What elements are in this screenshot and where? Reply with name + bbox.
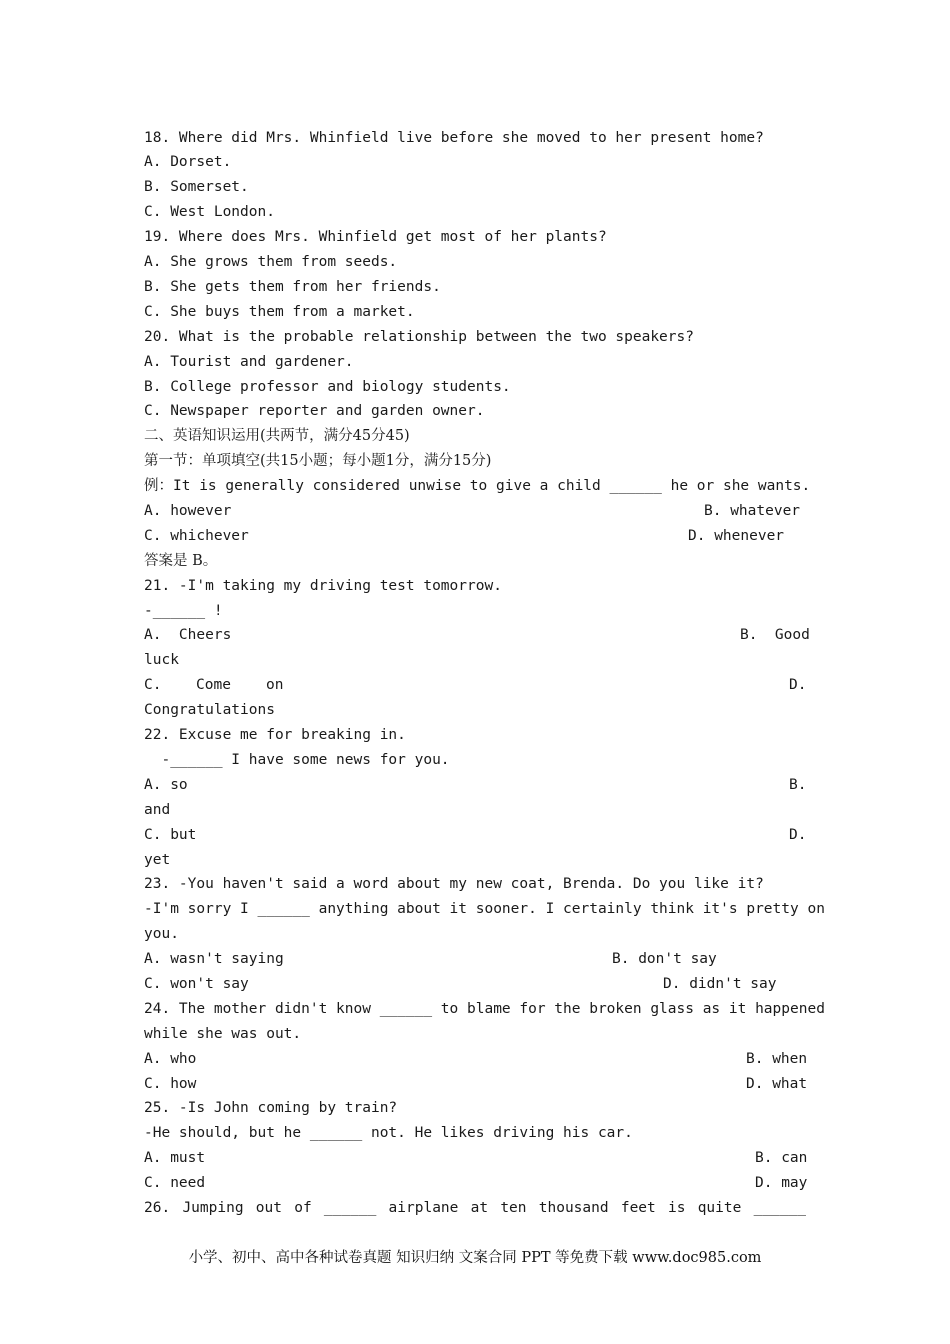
q26-word: is (668, 1200, 686, 1216)
example-option-d: D. whenever (688, 528, 785, 544)
q24-stem: 24. The mother didn't know ______ to blame for the broken glass as it happened (144, 1001, 825, 1017)
q22-option-c: C. but (144, 827, 197, 843)
q26-word: ten (500, 1200, 527, 1216)
q24-option-c: C. how (144, 1076, 197, 1092)
q18-option-a: A. Dorset. (144, 154, 232, 170)
example-option-a: A. however (144, 503, 232, 519)
q20-option-b: B. College professor and biology students. (144, 379, 511, 395)
q24-option-b: B. when (746, 1051, 808, 1067)
q26-word: out (255, 1200, 282, 1216)
q21-response: -______ ! (144, 603, 223, 619)
q25-option-b: B. can (755, 1150, 808, 1166)
q23-stem: 23. -You haven't said a word about my new coat, Brenda. Do you like it? (144, 876, 764, 892)
q19-option-b: B. She gets them from her friends. (144, 279, 441, 295)
q22-response: -______ I have some news for you. (144, 752, 450, 768)
example-option-c: C. whichever (144, 528, 249, 544)
q22-option-b-cont: and (144, 802, 171, 818)
q21-option-c-label: C. (144, 677, 162, 693)
q22-option-d-cont: yet (144, 852, 171, 868)
q26-blank: ______ (323, 1200, 377, 1216)
q23-response: -I'm sorry I ______ anything about it sooner. I certainly think it's pretty on (144, 901, 825, 917)
q26-word: thousand (538, 1200, 609, 1216)
q19-option-a: A. She grows them from seeds. (144, 254, 398, 270)
q18-stem: 18. Where did Mrs. Whinfield live before she moved to her present home? (144, 130, 764, 146)
q22-option-b: B. (789, 777, 807, 793)
example-answer: 答案是 B。 (144, 553, 218, 569)
q24-stem-cont: while she was out. (144, 1026, 302, 1042)
q25-stem: 25. -Is John coming by train? (144, 1100, 398, 1116)
q23-response-cont: you. (144, 926, 179, 942)
q21-option-b: B. Good (740, 627, 810, 643)
q21-option-d: D. (789, 677, 807, 693)
example-stem: 例：It is generally considered unwise to give a child ______ he or she wants. (144, 478, 811, 494)
q21-option-b-cont: luck (144, 652, 179, 668)
q26-word: feet (620, 1200, 656, 1216)
q25-option-a: A. must (144, 1150, 206, 1166)
q18-option-b: B. Somerset. (144, 179, 249, 195)
page-footer: 小学、初中、高中各种试卷真题 知识归纳 文案合同 PPT 等免费下载 www.doc985.com (188, 1250, 762, 1266)
q24-option-a: A. who (144, 1051, 197, 1067)
q21-option-d-cont: Congratulations (144, 702, 275, 718)
q21-stem: 21. -I'm taking my driving test tomorrow. (144, 578, 502, 594)
section-heading: 二、英语知识运用(共两节，满分45分45) (144, 428, 410, 444)
q21-option-c-word1: Come (196, 677, 231, 693)
q23-option-d: D. didn't say (663, 976, 777, 992)
subsection-heading: 第一节：单项填空(共15小题；每小题1分，满分15分) (144, 453, 492, 469)
q26-word: of (294, 1200, 312, 1216)
q25-response: -He should, but he ______ not. He likes driving his car. (144, 1125, 633, 1141)
q20-stem: 20. What is the probable relationship between the two speakers? (144, 329, 694, 345)
q19-option-c: C. She buys them from a market. (144, 304, 415, 320)
q22-option-a: A. so (144, 777, 188, 793)
example-option-b: B. whatever (704, 503, 801, 519)
q20-option-a: A. Tourist and gardener. (144, 354, 354, 370)
q25-option-c: C. need (144, 1175, 206, 1191)
q21-option-c-word2: on (266, 677, 284, 693)
q20-option-c: C. Newspaper reporter and garden owner. (144, 403, 485, 419)
q25-option-d: D. may (755, 1175, 808, 1191)
q23-option-a: A. wasn't saying (144, 951, 284, 967)
q21-option-a: A. Cheers (144, 627, 232, 643)
q23-option-c: C. won't say (144, 976, 249, 992)
q26-word: quite (697, 1200, 742, 1216)
q26-word: 26. (144, 1200, 171, 1216)
q26-word: at (470, 1200, 489, 1216)
q18-option-c: C. West London. (144, 204, 275, 220)
q26-word: airplane (388, 1200, 459, 1216)
q19-stem: 19. Where does Mrs. Whinfield get most of her plants? (144, 229, 607, 245)
q26-stem (144, 1198, 806, 1218)
q22-stem: 22. Excuse me for breaking in. (144, 727, 406, 743)
q26-blank: ______ (753, 1200, 806, 1216)
q22-option-d: D. (789, 827, 807, 843)
q24-option-d: D. what (746, 1076, 808, 1092)
q26-word: Jumping (182, 1200, 244, 1216)
q23-option-b: B. don't say (612, 951, 717, 967)
